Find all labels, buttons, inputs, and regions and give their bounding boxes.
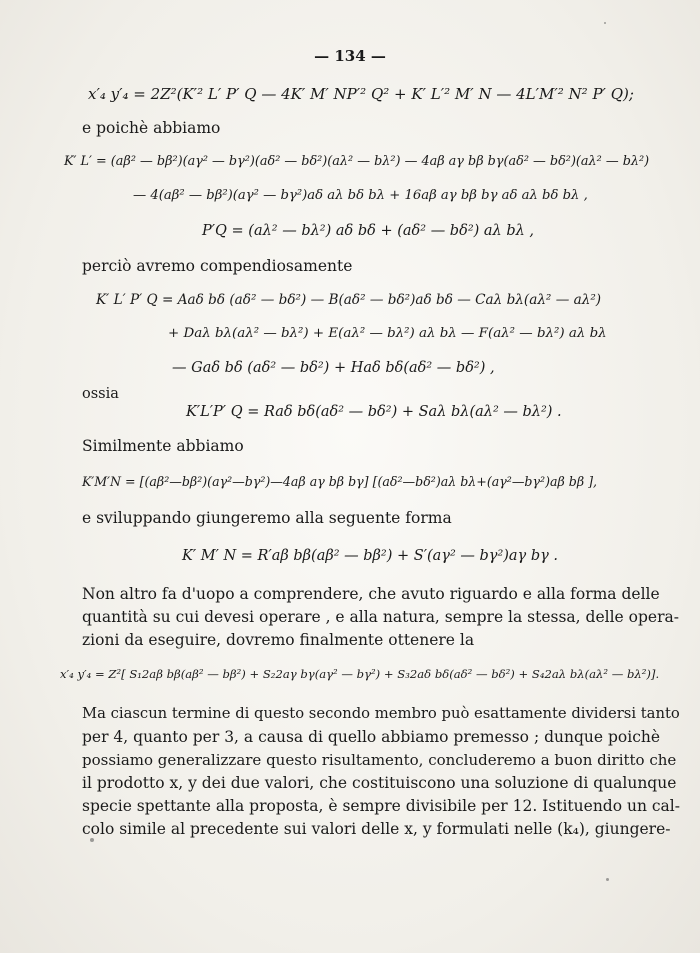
text-line-2: e poichè abbiamo xyxy=(82,119,221,137)
formula-line-3: K′ L′ = (aβ² — bβ²)(aγ² — bγ²)(aδ² — bδ²)(aλ² — bλ²) — 4aβ aγ bβ bγ(aδ² — bδ²)(aλ² — bλ²) xyxy=(64,154,650,169)
text-line-23: il prodotto x, y dei due valori, che costituiscono una soluzione di qualunque xyxy=(82,774,677,792)
formula-line-1: x′₄ y′₄ = 2Z²(K′² L′ P′ Q — 4K′ M′ NP′² Q² + K′ L′² M′ N — 4L′M′² N² P′ Q); xyxy=(88,85,634,103)
print-speck xyxy=(606,878,609,881)
formula-line-5: P′Q = (aλ² — bλ²) aδ bδ + (aδ² — bδ²) aλ bλ , xyxy=(202,223,535,239)
formula-line-19: x′₄ y′₄ = Z²[ S₁2aβ bβ(aβ² — bβ²) + S₂2aγ bγ(aγ² — bγ²) + S₃2aδ bδ(aδ² — bδ²) + S₄2aλ bλ(aλ² — bλ²)]. xyxy=(60,667,660,681)
text-line-17: quantità su cui devesi operare , e alla natura, sempre la stessa, delle opera- xyxy=(82,608,679,626)
text-line-16: Non altro fa d'uopo a comprendere, che avuto riguardo e alla forma delle xyxy=(82,585,660,603)
page-number: — 134 — xyxy=(314,47,386,65)
text-line-24: specie spettante alla proposta, è sempre divisibile per 12. Istituendo un cal- xyxy=(82,797,680,815)
formula-line-9: — Gaδ bδ (aδ² — bδ²) + Haδ bδ(aδ² — bδ²) , xyxy=(172,360,495,376)
formula-line-8: + Daλ bλ(aλ² — bλ²) + E(aλ² — bλ²) aλ bλ — F(aλ² — bλ²) aλ bλ xyxy=(168,326,607,341)
text-line-20: Ma ciascun termine di questo secondo membro può esattamente dividersi tanto xyxy=(82,705,680,722)
formula-line-13: K′M′N = [(aβ²—bβ²)(aγ²—bγ²)—4aβ aγ bβ bγ] [(aδ²—bδ²)aλ bλ+(aγ²—bγ²)aβ bβ ], xyxy=(82,474,598,489)
print-speck xyxy=(604,22,606,24)
formula-line-4: — 4(aβ² — bβ²)(aγ² — bγ²)aδ aλ bδ bλ + 16aβ aγ bβ bγ aδ aλ bδ bλ , xyxy=(133,188,588,203)
text-line-14: e sviluppando giungeremo alla seguente forma xyxy=(82,509,452,527)
formula-line-15: K′ M′ N = R′aβ bβ(aβ² — bβ²) + S′(aγ² — bγ²)aγ bγ . xyxy=(182,548,558,564)
text-line-18: zioni da eseguire, dovremo finalmente ottenere la xyxy=(82,631,475,649)
text-line-22: possiamo generalizzare questo risultamento, concluderemo a buon diritto che xyxy=(82,751,677,769)
formula-line-7: K′ L′ P′ Q = Aaδ bδ (aδ² — bδ²) — B(aδ² — bδ²)aδ bδ — Caλ bλ(aλ² — aλ²) xyxy=(96,292,602,308)
text-line-12: Similmente abbiamo xyxy=(82,437,244,455)
text-line-25: colo simile al precedente sui valori delle x, y formulati nelle (k₄), giungere- xyxy=(82,820,671,838)
text-line-21: per 4, quanto per 3, a causa di quello abbiamo premesso ; dunque poichè xyxy=(82,728,661,746)
text-line-10: ossia xyxy=(82,386,119,402)
print-speck xyxy=(90,838,94,842)
text-line-6: perciò avremo compendiosamente xyxy=(82,257,353,275)
formula-line-11: K′L′P′ Q = Raδ bδ(aδ² — bδ²) + Saλ bλ(aλ² — bλ²) . xyxy=(186,404,562,420)
